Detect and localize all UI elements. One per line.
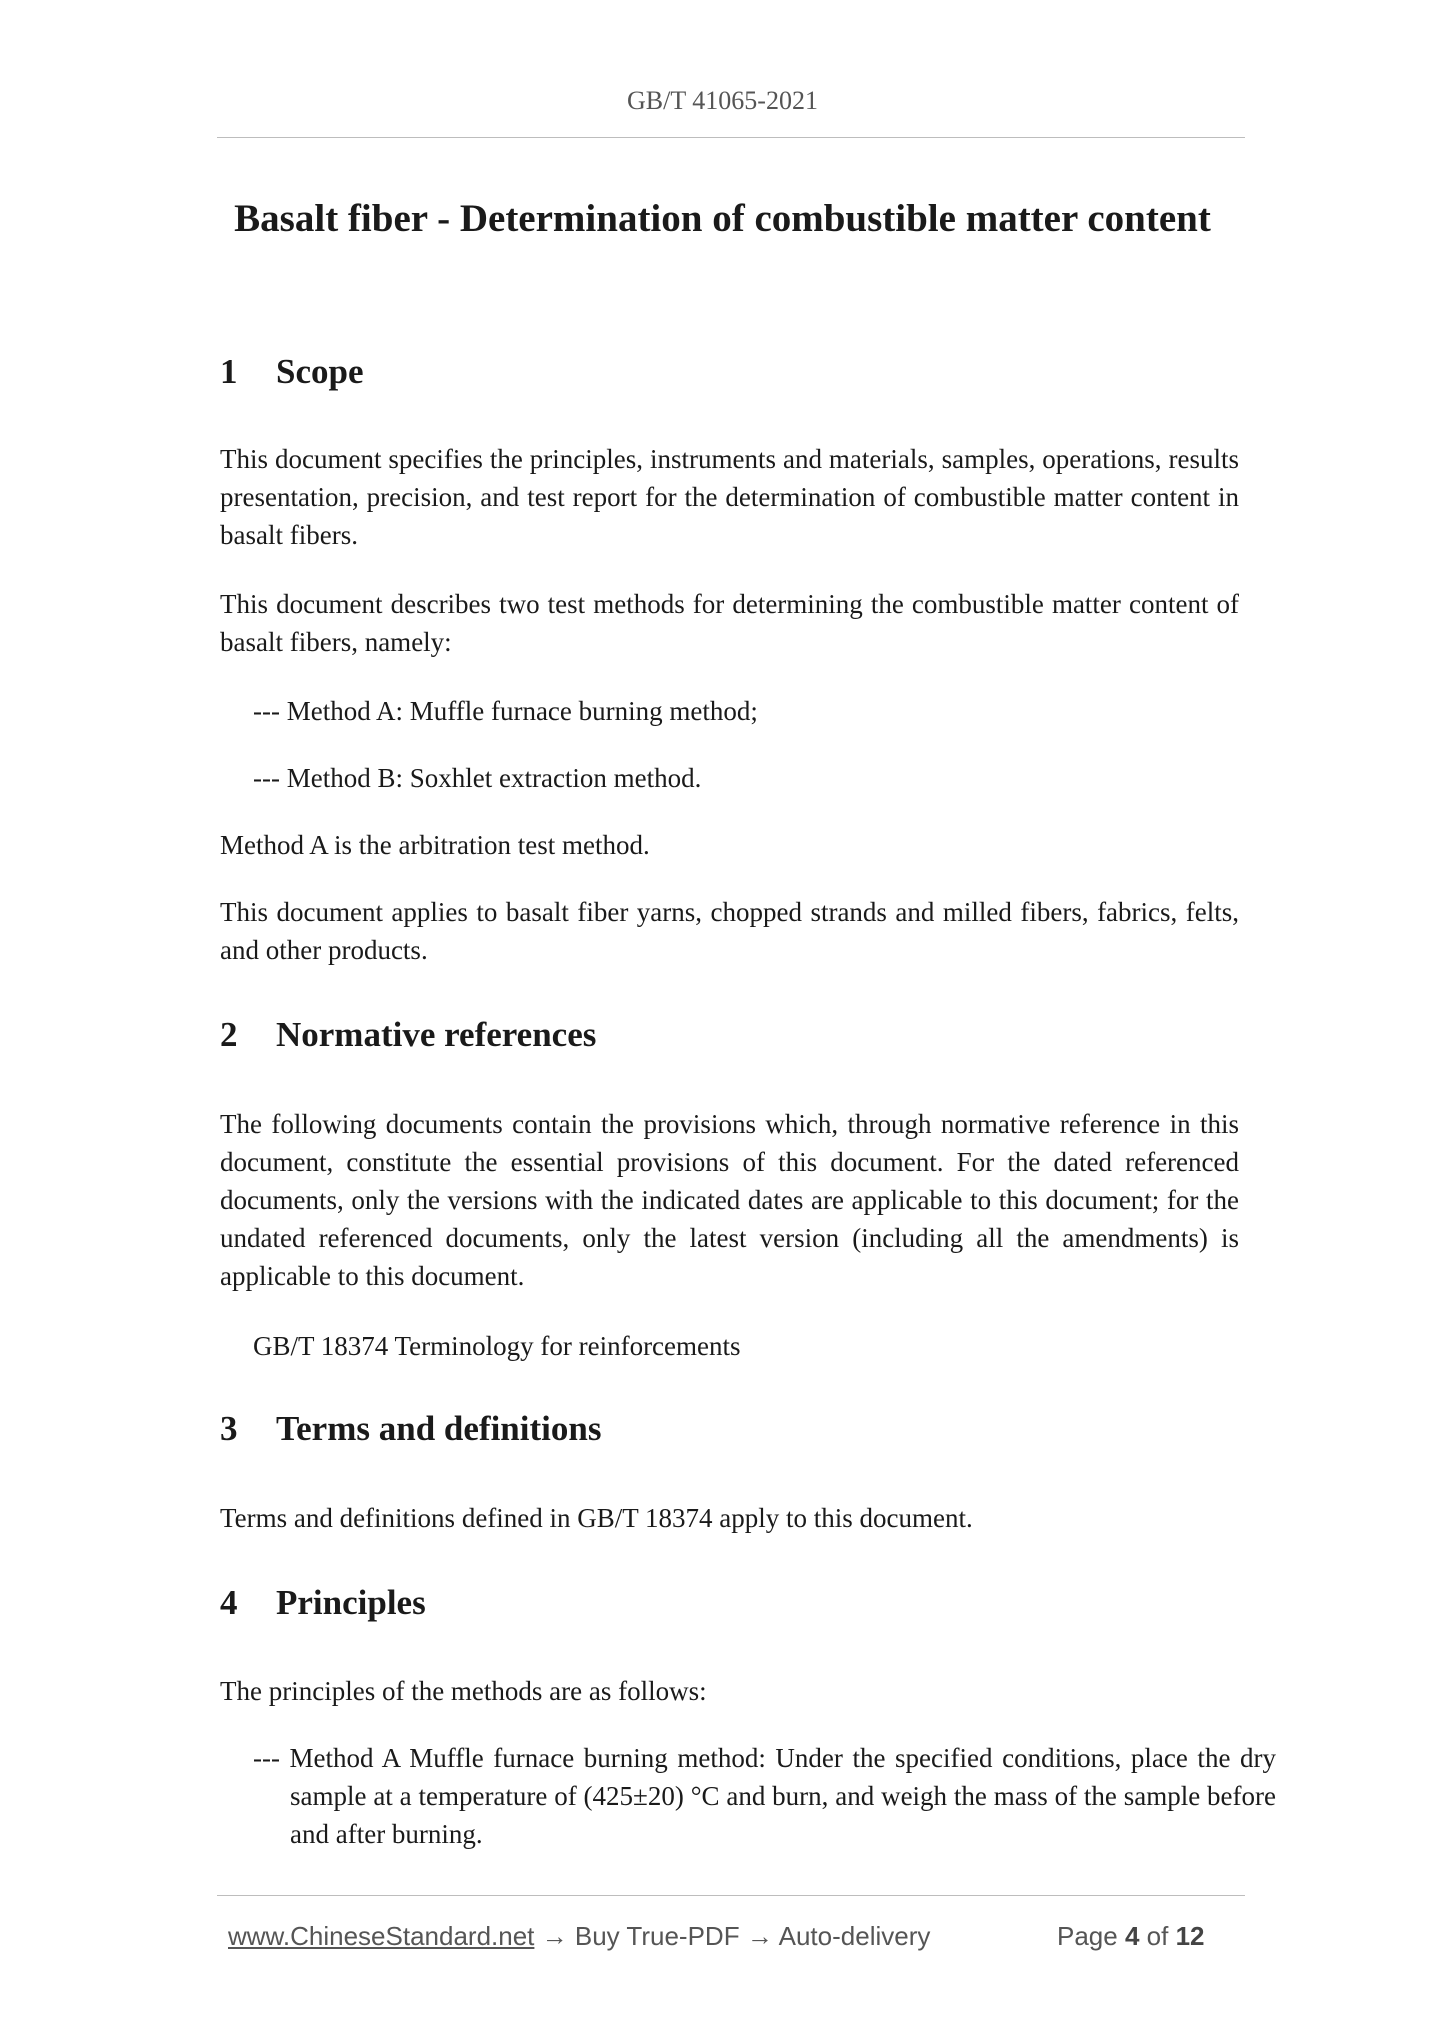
page-indicator <box>1057 1921 1205 1952</box>
section-number: 2 <box>220 1015 238 1054</box>
method-b-list-item: --- Method B: Soxhlet extraction method. <box>253 763 702 793</box>
section-number: 1 <box>220 352 238 391</box>
page-total: 12 <box>1175 1921 1205 1951</box>
section-heading-normative-references <box>220 1015 596 1055</box>
buy-true-pdf-text: Buy True-PDF <box>574 1921 740 1951</box>
terms-paragraph: Terms and definitions defined in GB/T 18374 apply to this document. <box>220 1503 973 1533</box>
method-a-list-item: --- Method A: Muffle furnace burning method; <box>253 696 758 726</box>
auto-delivery-text: Auto-delivery <box>778 1921 931 1951</box>
principles-paragraph: The principles of the methods are as follows: <box>220 1676 707 1706</box>
scope-paragraph-2: This document describes two test methods for determining the combustible matter content of basalt fibers, namely: <box>220 589 1239 657</box>
of-label: of <box>1146 1921 1169 1951</box>
document-title: Basalt fiber - Determination of combustible matter content <box>234 197 1211 240</box>
section-title: Principles <box>276 1583 426 1622</box>
page-number: 4 <box>1124 1921 1140 1951</box>
page-label: Page <box>1057 1921 1118 1951</box>
footer-divider <box>217 1895 1245 1896</box>
scope-paragraph-3: Method A is the arbitration test method. <box>220 830 650 860</box>
chinesestandard-link[interactable]: www.ChineseStandard.net <box>228 1921 535 1951</box>
section-title: Scope <box>276 352 364 391</box>
header-divider <box>217 137 1245 138</box>
principle-method-a-item: --- Method A Muffle furnace burning method: Under the specified conditions, place the dry sample at a temperature of (425±20) °C and burn, and weigh the mass of the sample before and after burning. <box>253 1743 1276 1849</box>
section-heading-terms-and-definitions <box>220 1409 601 1449</box>
arrow-right-icon: → <box>541 1921 568 1951</box>
scope-paragraph-1: This document specifies the principles, instruments and materials, samples, operations, results presentation, precision, and test report for the determination of combustible matter content in basalt fibers. <box>220 444 1239 550</box>
section-title: Normative references <box>276 1015 597 1054</box>
document-code-header: GB/T 41065-2021 <box>627 86 818 115</box>
reference-gbt-18374: GB/T 18374 Terminology for reinforcements <box>253 1331 741 1361</box>
section-number: 4 <box>220 1583 238 1622</box>
section-heading-principles <box>220 1583 426 1623</box>
scope-paragraph-4: This document applies to basalt fiber yarns, chopped strands and milled fibers, fabrics, felts, and other products. <box>220 897 1239 965</box>
arrow-right-icon: → <box>746 1921 773 1951</box>
section-title: Terms and definitions <box>276 1409 602 1448</box>
normative-references-paragraph: The following documents contain the provisions which, through normative reference in this document, constitute the essential provisions of this document. For the dated referenced documents, only the versions with the indicated dates are applicable to this document; for the undated referenced documents, only the latest version (including all the amendments) is applicable to this document. <box>220 1109 1239 1291</box>
section-heading-scope <box>220 352 364 392</box>
section-number: 3 <box>220 1409 238 1448</box>
footer-promo <box>228 1921 930 1952</box>
